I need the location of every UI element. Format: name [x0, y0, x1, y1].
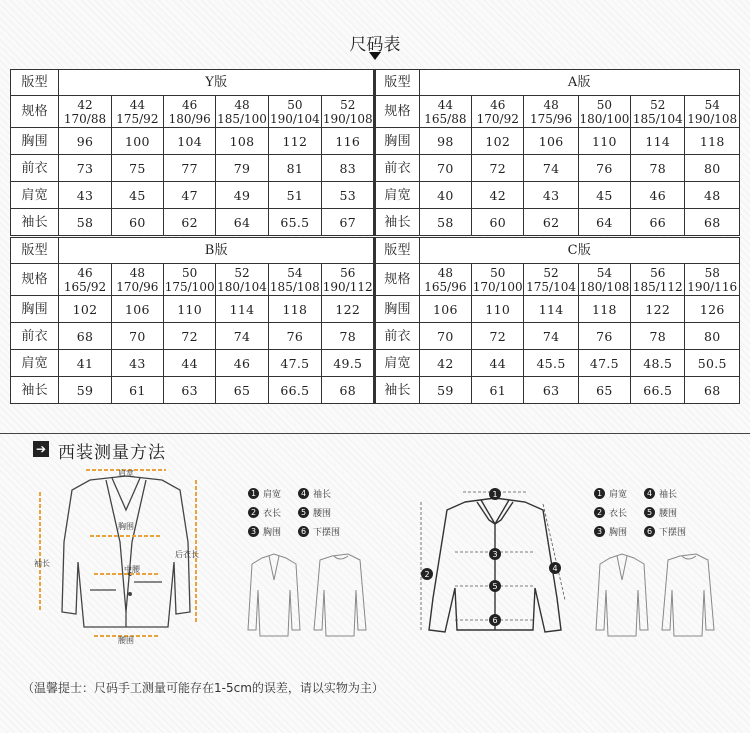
value-cell: 51 — [268, 182, 321, 209]
value-cell: 49 — [216, 182, 268, 209]
value-cell: 61 — [472, 377, 524, 404]
row-label: 袖长 — [375, 377, 419, 404]
value-cell: 59 — [59, 377, 111, 404]
value-cell: 76 — [268, 323, 321, 350]
row-label: 胸围 — [375, 296, 419, 323]
value-cell: 64 — [578, 209, 630, 236]
marker-6: 6 — [492, 616, 498, 625]
value-cell: 102 — [59, 296, 111, 323]
value-cell: 63 — [164, 377, 216, 404]
middle-waist-label: 中腰 — [124, 565, 140, 574]
size-chart-title: 尺码表 — [349, 35, 401, 55]
size-height-chest: 180/100 — [579, 111, 630, 126]
size-cell — [578, 96, 630, 128]
row-label: 肩宽 — [11, 350, 59, 377]
value-cell: 74 — [524, 155, 578, 182]
measurement-note: （温馨提士：尺码手工测量可能存在1-5cm的误差，请以实物为主） — [22, 681, 384, 695]
value-cell: 61 — [111, 377, 163, 404]
size-cell — [216, 264, 268, 296]
value-cell: 53 — [322, 182, 375, 209]
size-number: 56 — [650, 265, 666, 280]
value-cell: 126 — [685, 296, 740, 323]
value-cell: 50.5 — [685, 350, 740, 377]
size-number: 54 — [596, 265, 613, 280]
value-cell: 45 — [111, 182, 163, 209]
size-cell — [685, 264, 740, 296]
value-cell: 100 — [111, 128, 163, 155]
size-cell — [524, 264, 578, 296]
jacket-measure-diagram — [28, 462, 218, 647]
value-cell: 68 — [685, 377, 740, 404]
value-cell: 78 — [322, 323, 375, 350]
value-cell: 70 — [419, 155, 471, 182]
value-cell: 49.5 — [322, 350, 375, 377]
value-cell: 108 — [216, 128, 268, 155]
size-number: 44 — [129, 97, 145, 112]
value-cell: 48.5 — [631, 350, 685, 377]
value-cell: 79 — [216, 155, 268, 182]
size-table-bottom — [10, 237, 740, 404]
version-name: C版 — [419, 238, 739, 264]
value-cell: 118 — [268, 296, 321, 323]
row-label: 前衣 — [375, 323, 419, 350]
spec-label: 规格 — [375, 264, 419, 296]
value-cell: 80 — [685, 323, 740, 350]
row-label: 前衣 — [11, 323, 59, 350]
value-cell: 98 — [419, 128, 471, 155]
value-cell: 44 — [164, 350, 216, 377]
value-cell: 41 — [59, 350, 111, 377]
size-height-chest: 180/104 — [217, 279, 267, 294]
size-height-chest: 190/116 — [687, 279, 738, 294]
table-size-row — [11, 264, 740, 296]
size-number: 52 — [543, 265, 559, 280]
value-cell: 43 — [524, 182, 578, 209]
size-height-chest: 190/108 — [322, 111, 373, 126]
value-cell: 47.5 — [578, 350, 630, 377]
size-height-chest: 165/92 — [63, 279, 107, 294]
row-label: 前衣 — [11, 155, 59, 182]
marker-1: 1 — [492, 490, 498, 499]
value-cell: 102 — [472, 128, 524, 155]
value-cell: 46 — [631, 182, 685, 209]
size-cell — [59, 96, 111, 128]
table-row — [11, 128, 740, 155]
row-label: 胸围 — [11, 296, 59, 323]
table-row — [11, 350, 740, 377]
value-cell: 65.5 — [268, 209, 321, 236]
sleeve-label: 袖长 — [34, 559, 50, 568]
version-name: A版 — [419, 70, 739, 96]
size-cell — [419, 96, 471, 128]
size-height-chest: 170/88 — [63, 111, 107, 126]
size-cell — [111, 264, 163, 296]
size-height-chest: 170/100 — [472, 279, 523, 294]
size-height-chest: 190/104 — [269, 111, 320, 126]
size-height-chest: 175/100 — [164, 279, 215, 294]
jacket-sketch-front-back-right — [590, 550, 720, 640]
value-cell: 66.5 — [268, 377, 321, 404]
table-row — [11, 182, 740, 209]
measure-legend-left: 1 肩宽 4 袖长 2 衣长 5 腰围 3 胸围 6 下摆围 — [248, 484, 348, 541]
size-number: 50 — [596, 97, 613, 112]
size-height-chest: 190/108 — [687, 111, 738, 126]
value-cell: 68 — [685, 209, 740, 236]
value-cell: 58 — [59, 209, 111, 236]
size-height-chest: 165/88 — [424, 111, 467, 126]
value-cell: 70 — [111, 323, 163, 350]
shoulder-label: 肩宽 — [118, 469, 134, 478]
value-cell: 76 — [578, 155, 630, 182]
size-height-chest: 175/92 — [116, 111, 159, 126]
value-cell: 67 — [322, 209, 375, 236]
size-cell — [59, 264, 111, 296]
value-cell: 68 — [322, 377, 375, 404]
value-cell: 60 — [472, 209, 524, 236]
value-cell: 63 — [524, 377, 578, 404]
marker-4: 4 — [552, 564, 558, 573]
back-length-label: 后衣长 — [175, 550, 199, 559]
table-header-row — [11, 238, 740, 264]
value-cell: 68 — [59, 323, 111, 350]
size-height-chest: 175/96 — [529, 111, 573, 126]
size-height-chest: 185/108 — [269, 279, 320, 294]
version-label: 版型 — [375, 238, 419, 264]
size-cell — [419, 264, 471, 296]
value-cell: 48 — [685, 182, 740, 209]
size-number: 46 — [490, 97, 506, 112]
spec-label: 规格 — [11, 264, 59, 296]
size-height-chest: 175/104 — [526, 279, 576, 294]
value-cell: 45.5 — [524, 350, 578, 377]
jacket-numbered-diagram — [415, 480, 575, 645]
value-cell: 65 — [578, 377, 630, 404]
size-number: 58 — [704, 265, 720, 280]
value-cell: 118 — [685, 128, 740, 155]
size-height-chest: 170/92 — [476, 111, 519, 126]
version-name: B版 — [59, 238, 375, 264]
size-number: 52 — [234, 265, 250, 280]
value-cell: 58 — [419, 209, 471, 236]
version-label: 版型 — [375, 70, 419, 96]
value-cell: 43 — [59, 182, 111, 209]
value-cell: 66 — [631, 209, 685, 236]
value-cell: 66.5 — [631, 377, 685, 404]
size-cell — [631, 264, 685, 296]
size-number: 46 — [182, 97, 198, 112]
measure-method-title: 西装测量方法 — [58, 443, 166, 463]
value-cell: 70 — [419, 323, 471, 350]
row-label: 前衣 — [375, 155, 419, 182]
section-divider — [0, 433, 750, 434]
value-cell: 47.5 — [268, 350, 321, 377]
value-cell: 59 — [419, 377, 471, 404]
size-table-top — [10, 69, 740, 236]
table-row — [11, 155, 740, 182]
value-cell: 60 — [111, 209, 163, 236]
value-cell: 47 — [164, 182, 216, 209]
value-cell: 42 — [419, 350, 471, 377]
value-cell: 114 — [524, 296, 578, 323]
value-cell: 114 — [216, 296, 268, 323]
size-cell — [164, 264, 216, 296]
row-label: 胸围 — [11, 128, 59, 155]
size-number: 56 — [340, 265, 356, 280]
table-row — [11, 323, 740, 350]
value-cell: 62 — [524, 209, 578, 236]
row-label: 肩宽 — [375, 182, 419, 209]
size-number: 46 — [77, 265, 93, 280]
size-cell — [322, 264, 375, 296]
spec-label: 规格 — [11, 96, 59, 128]
value-cell: 43 — [111, 350, 163, 377]
size-cell — [631, 96, 685, 128]
value-cell: 106 — [111, 296, 163, 323]
size-number: 48 — [129, 265, 145, 280]
size-height-chest: 180/108 — [579, 279, 630, 294]
size-cell — [322, 96, 375, 128]
value-cell: 80 — [685, 155, 740, 182]
value-cell: 104 — [164, 128, 216, 155]
size-cell — [268, 96, 321, 128]
size-number: 50 — [490, 265, 506, 280]
size-number: 48 — [437, 265, 454, 280]
value-cell: 110 — [164, 296, 216, 323]
value-cell: 116 — [322, 128, 375, 155]
size-height-chest: 180/96 — [168, 111, 211, 126]
size-number: 52 — [650, 97, 666, 112]
version-name: Y版 — [59, 70, 375, 96]
size-height-chest: 185/100 — [217, 111, 267, 126]
marker-3: 3 — [492, 550, 498, 559]
value-cell: 65 — [216, 377, 268, 404]
size-cell — [216, 96, 268, 128]
version-label: 版型 — [11, 238, 59, 264]
marker-2: 2 — [424, 570, 430, 579]
value-cell: 64 — [216, 209, 268, 236]
version-label: 版型 — [11, 70, 59, 96]
size-cell — [578, 264, 630, 296]
value-cell: 75 — [111, 155, 163, 182]
size-height-chest: 190/112 — [322, 279, 373, 294]
size-height-chest: 185/104 — [632, 111, 683, 126]
value-cell: 96 — [59, 128, 111, 155]
size-number: 48 — [234, 97, 250, 112]
row-label: 袖长 — [11, 377, 59, 404]
value-cell: 114 — [631, 128, 685, 155]
size-cell — [111, 96, 163, 128]
value-cell: 77 — [164, 155, 216, 182]
spec-label: 规格 — [375, 96, 419, 128]
value-cell: 118 — [578, 296, 630, 323]
value-cell: 106 — [419, 296, 471, 323]
value-cell: 45 — [578, 182, 630, 209]
size-height-chest: 170/96 — [116, 279, 159, 294]
value-cell: 74 — [216, 323, 268, 350]
size-height-chest: 165/96 — [424, 279, 467, 294]
table-row — [11, 209, 740, 236]
size-number: 44 — [437, 97, 454, 112]
size-cell — [524, 96, 578, 128]
value-cell: 72 — [164, 323, 216, 350]
value-cell: 76 — [578, 323, 630, 350]
value-cell: 72 — [472, 323, 524, 350]
value-cell: 42 — [472, 182, 524, 209]
value-cell: 83 — [322, 155, 375, 182]
table-header-row — [11, 70, 740, 96]
size-cell — [472, 264, 524, 296]
value-cell: 78 — [631, 323, 685, 350]
value-cell: 62 — [164, 209, 216, 236]
value-cell: 78 — [631, 155, 685, 182]
table-row — [11, 377, 740, 404]
table-row — [11, 296, 740, 323]
size-cell — [685, 96, 740, 128]
chest-label: 胸围 — [118, 522, 134, 531]
size-number: 54 — [287, 265, 303, 280]
size-cell — [472, 96, 524, 128]
waist-label: 腰围 — [118, 636, 134, 645]
value-cell: 73 — [59, 155, 111, 182]
table-size-row — [11, 96, 740, 128]
size-height-chest: 185/112 — [632, 279, 683, 294]
value-cell: 110 — [472, 296, 524, 323]
jacket-sketch-front-back-left — [242, 550, 372, 640]
row-label: 袖长 — [375, 209, 419, 236]
marker-5: 5 — [492, 582, 498, 591]
value-cell: 110 — [578, 128, 630, 155]
down-triangle-icon — [369, 52, 381, 60]
arrow-right-icon: ➔ — [33, 441, 49, 457]
value-cell: 122 — [322, 296, 375, 323]
size-cell — [164, 96, 216, 128]
row-label: 肩宽 — [375, 350, 419, 377]
measure-legend-right: 1 肩宽 4 袖长 2 衣长 5 腰围 3 胸围 6 下摆围 — [594, 484, 694, 541]
size-number: 50 — [287, 97, 303, 112]
value-cell: 72 — [472, 155, 524, 182]
size-number: 54 — [704, 97, 720, 112]
value-cell: 122 — [631, 296, 685, 323]
value-cell: 81 — [268, 155, 321, 182]
size-cell — [268, 264, 321, 296]
value-cell: 44 — [472, 350, 524, 377]
row-label: 肩宽 — [11, 182, 59, 209]
row-label: 袖长 — [11, 209, 59, 236]
size-number: 52 — [340, 97, 356, 112]
row-label: 胸围 — [375, 128, 419, 155]
size-number: 50 — [182, 265, 198, 280]
size-number: 48 — [543, 97, 559, 112]
size-number: 42 — [77, 97, 93, 112]
value-cell: 46 — [216, 350, 268, 377]
value-cell: 74 — [524, 323, 578, 350]
value-cell: 106 — [524, 128, 578, 155]
value-cell: 112 — [268, 128, 321, 155]
value-cell: 40 — [419, 182, 471, 209]
